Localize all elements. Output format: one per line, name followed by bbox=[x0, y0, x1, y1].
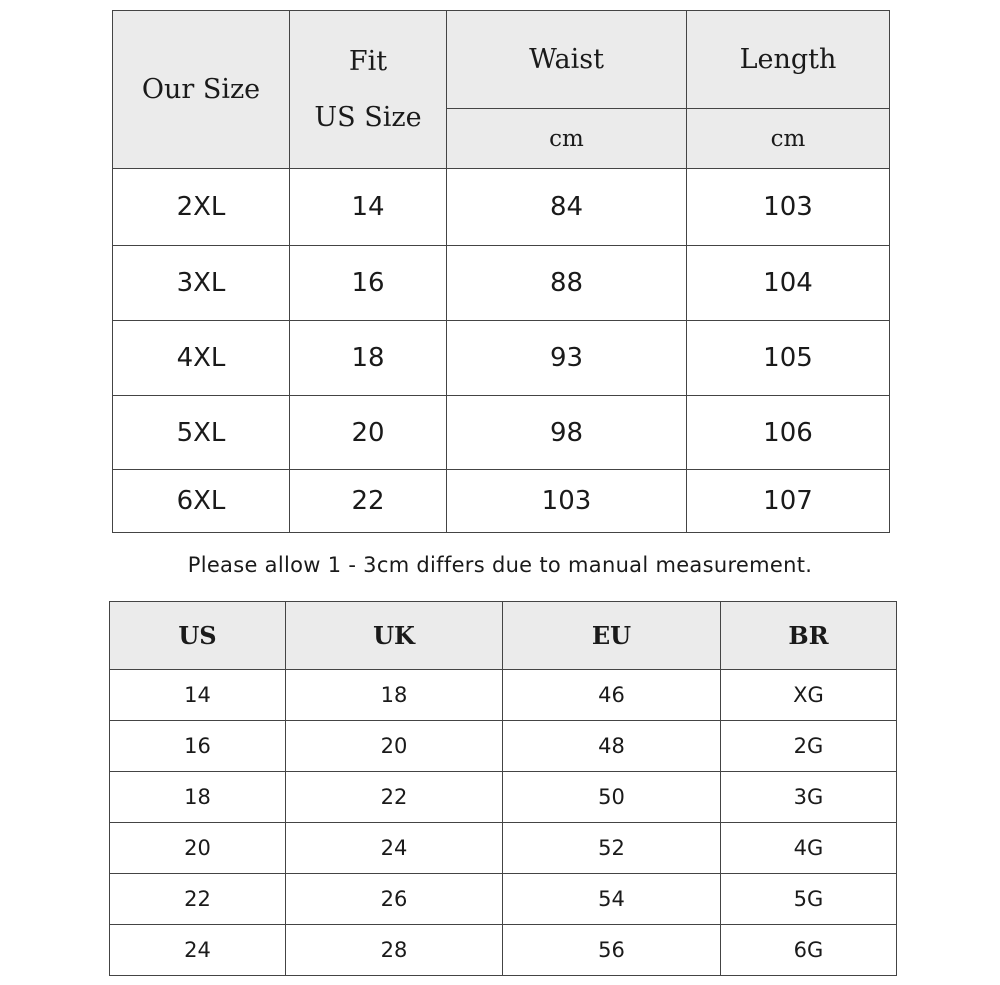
cell-us: 14 bbox=[110, 670, 286, 721]
table-row bbox=[113, 246, 890, 321]
cell-br: 6G bbox=[721, 925, 897, 976]
cell-uk: 28 bbox=[286, 925, 503, 976]
cell-us: 24 bbox=[110, 925, 286, 976]
cell-uk: 26 bbox=[286, 874, 503, 925]
size-conversion-table bbox=[109, 601, 897, 976]
cell-uk: 18 bbox=[286, 670, 503, 721]
cell-waist: 98 bbox=[447, 396, 687, 470]
header-row bbox=[110, 602, 897, 670]
cell-our-size: 4XL bbox=[113, 321, 290, 396]
header-our-size: Our Size bbox=[113, 11, 290, 169]
cell-our-size: 6XL bbox=[113, 470, 290, 533]
cell-length: 105 bbox=[687, 321, 890, 396]
cell-length: 103 bbox=[687, 169, 890, 246]
table-row bbox=[110, 874, 897, 925]
cell-us: 16 bbox=[110, 721, 286, 772]
cell-uk: 22 bbox=[286, 772, 503, 823]
table-row bbox=[110, 772, 897, 823]
header-br: BR bbox=[721, 602, 897, 670]
cell-br: XG bbox=[721, 670, 897, 721]
header-length: Length bbox=[687, 11, 890, 109]
cell-br: 2G bbox=[721, 721, 897, 772]
table-row bbox=[113, 396, 890, 470]
cell-us-size: 18 bbox=[290, 321, 447, 396]
header-fit: Fit bbox=[348, 45, 388, 77]
header-uk: UK bbox=[286, 602, 503, 670]
measurement-note: Please allow 1 - 3cm differs due to manual measurement. bbox=[187, 553, 813, 577]
table-row bbox=[110, 823, 897, 874]
cell-us: 18 bbox=[110, 772, 286, 823]
cell-br: 3G bbox=[721, 772, 897, 823]
cell-waist: 84 bbox=[447, 169, 687, 246]
table-row bbox=[110, 670, 897, 721]
cell-eu: 50 bbox=[503, 772, 721, 823]
header-fit-us-size bbox=[290, 11, 447, 169]
cell-us-size: 14 bbox=[290, 169, 447, 246]
cell-us: 22 bbox=[110, 874, 286, 925]
cell-waist: 103 bbox=[447, 470, 687, 533]
cell-our-size: 3XL bbox=[113, 246, 290, 321]
cell-us: 20 bbox=[110, 823, 286, 874]
cell-us-size: 20 bbox=[290, 396, 447, 470]
cell-eu: 56 bbox=[503, 925, 721, 976]
cell-eu: 52 bbox=[503, 823, 721, 874]
header-waist-unit: cm bbox=[447, 109, 687, 169]
header-waist: Waist bbox=[447, 11, 687, 109]
table-row bbox=[110, 721, 897, 772]
cell-us-size: 22 bbox=[290, 470, 447, 533]
header-eu: EU bbox=[503, 602, 721, 670]
cell-eu: 54 bbox=[503, 874, 721, 925]
cell-uk: 20 bbox=[286, 721, 503, 772]
cell-waist: 88 bbox=[447, 246, 687, 321]
header-us: US bbox=[110, 602, 286, 670]
cell-length: 107 bbox=[687, 470, 890, 533]
size-chart-table bbox=[112, 10, 890, 533]
cell-waist: 93 bbox=[447, 321, 687, 396]
cell-br: 4G bbox=[721, 823, 897, 874]
cell-our-size: 5XL bbox=[113, 396, 290, 470]
cell-eu: 46 bbox=[503, 670, 721, 721]
cell-length: 104 bbox=[687, 246, 890, 321]
table-row bbox=[113, 321, 890, 396]
cell-our-size: 2XL bbox=[113, 169, 290, 246]
table-row bbox=[113, 169, 890, 246]
header-us-size: US Size bbox=[314, 101, 422, 133]
cell-us-size: 16 bbox=[290, 246, 447, 321]
cell-uk: 24 bbox=[286, 823, 503, 874]
cell-eu: 48 bbox=[503, 721, 721, 772]
table-row bbox=[113, 470, 890, 533]
table-row bbox=[110, 925, 897, 976]
cell-br: 5G bbox=[721, 874, 897, 925]
header-length-unit: cm bbox=[687, 109, 890, 169]
cell-length: 106 bbox=[687, 396, 890, 470]
